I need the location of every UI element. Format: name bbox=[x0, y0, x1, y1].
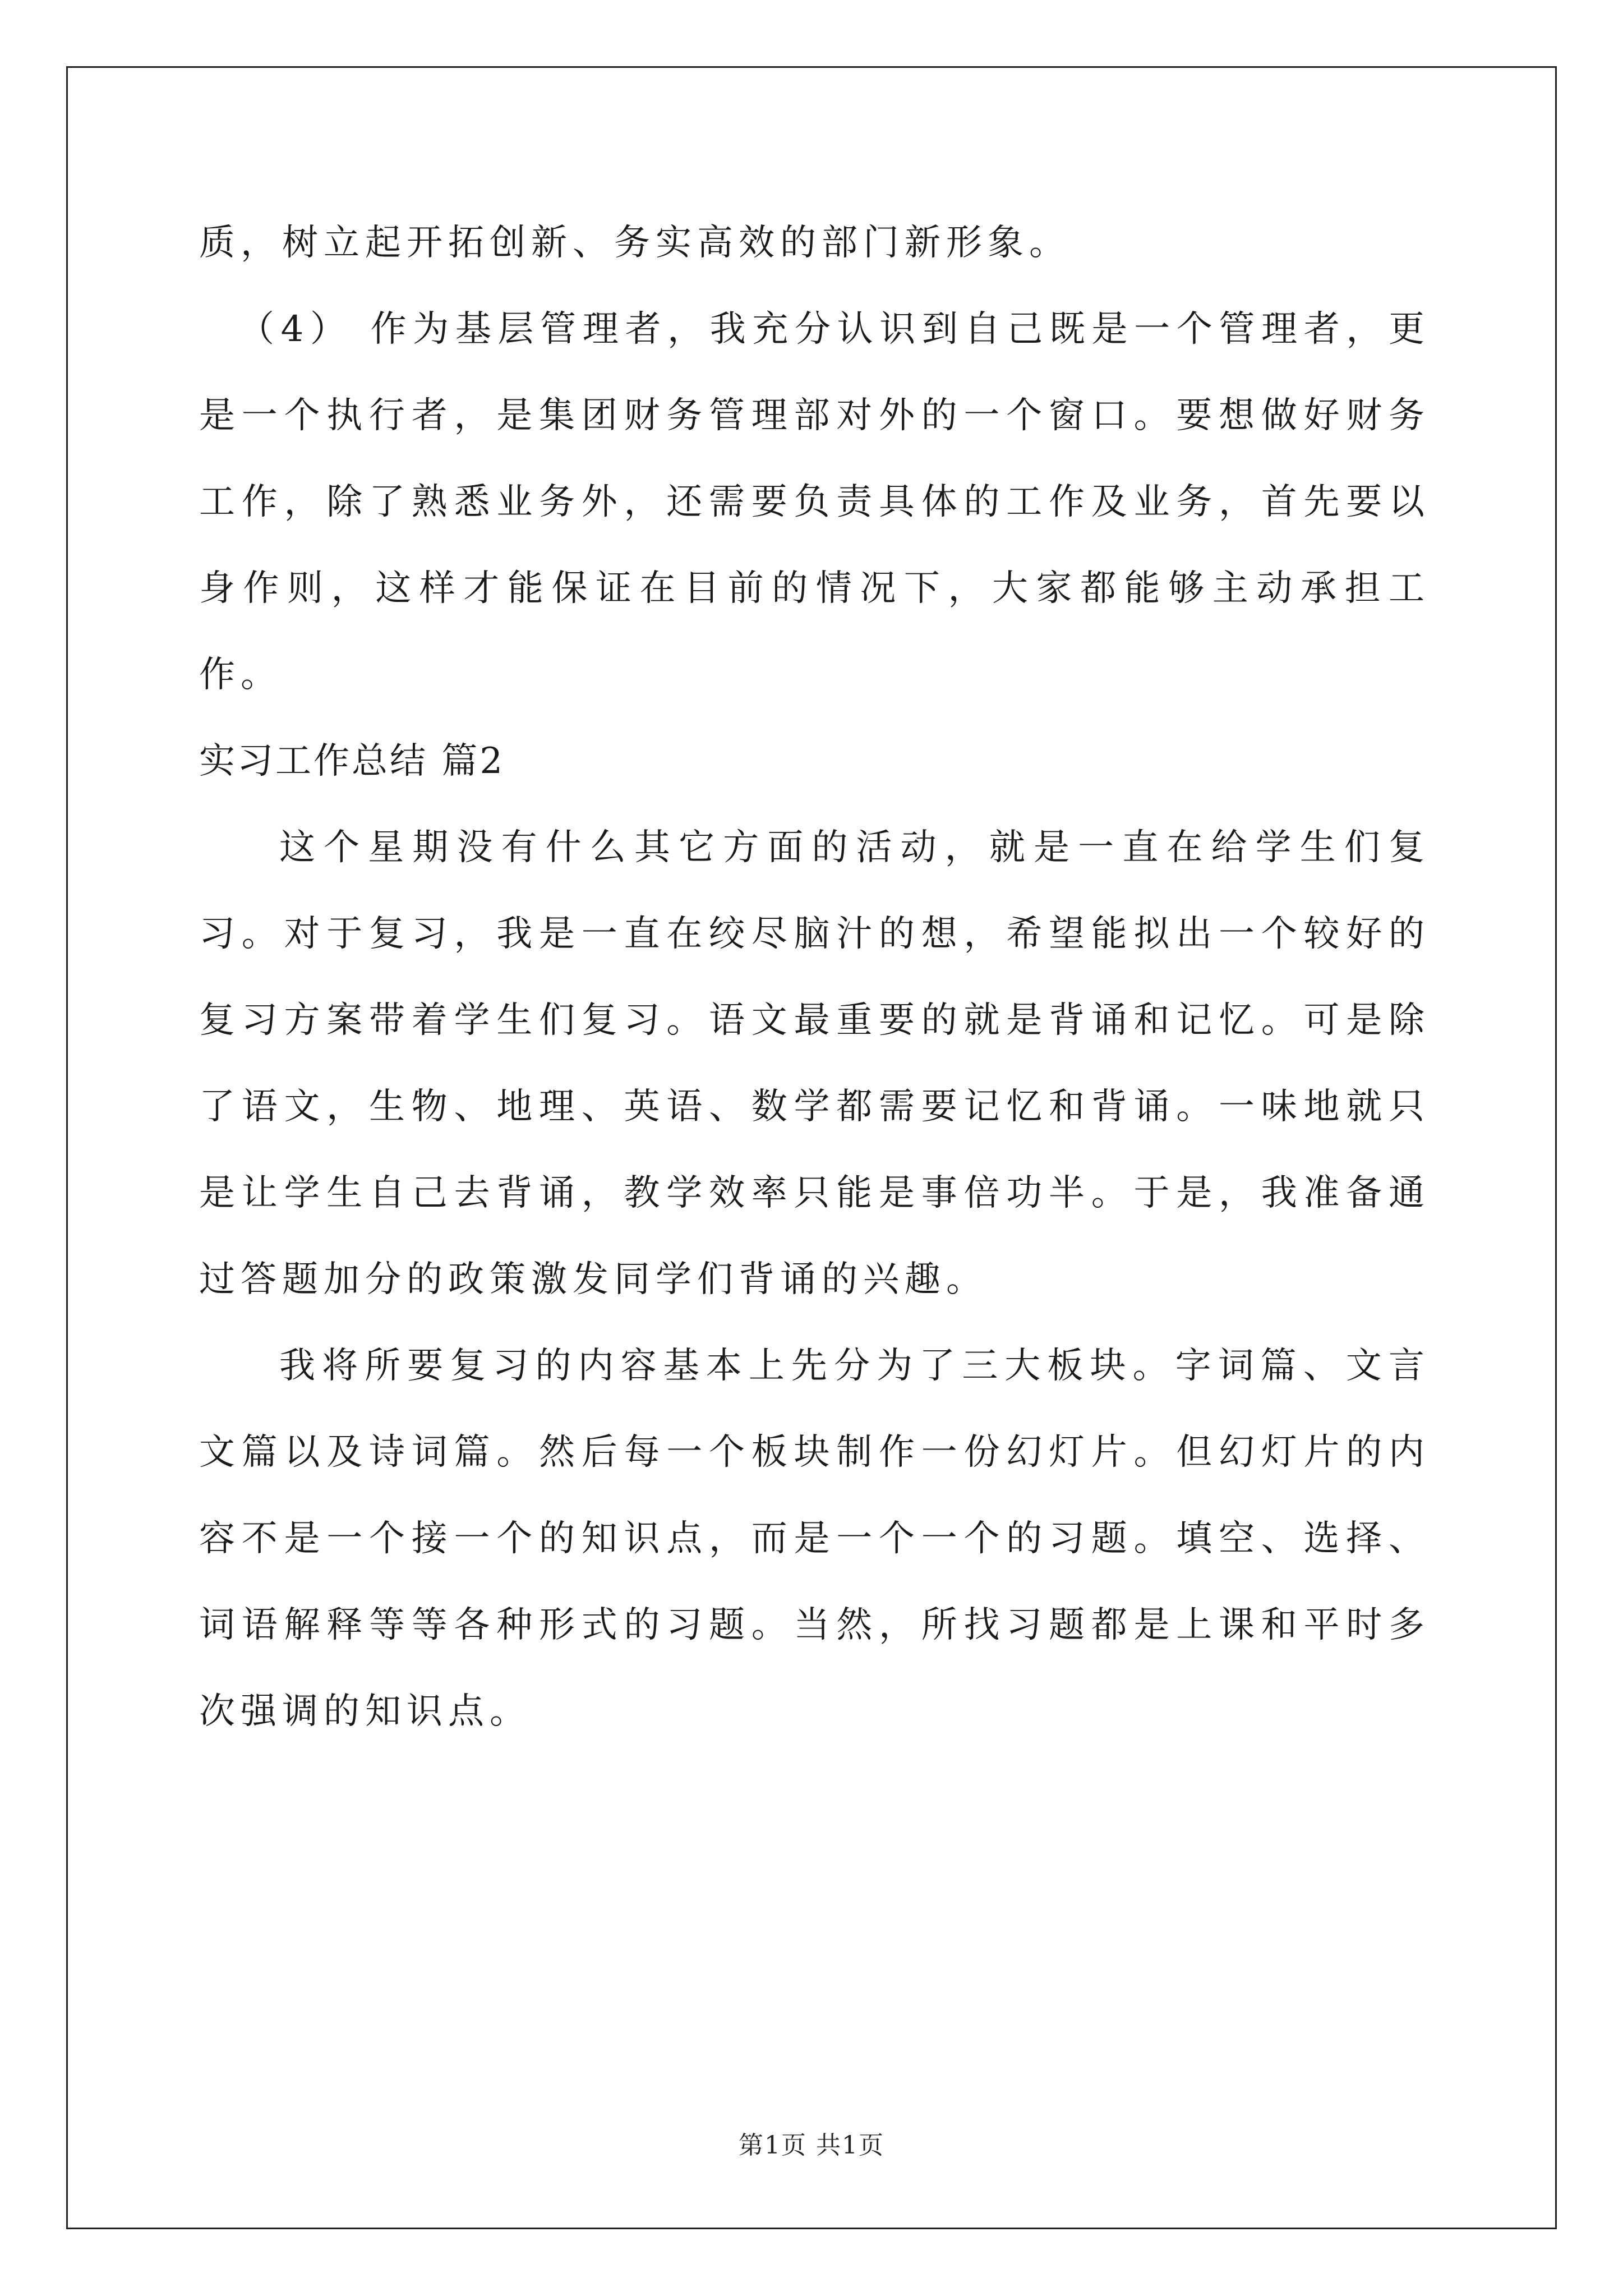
paragraph-review-plan: 我将所要复习的内容基本上先分为了三大板块。字词篇、文言文篇以及诗词篇。然后每一个板块制作一份幻灯片。但幻灯片的内容不是一个接一个的知识点，而是一个一个的习题。填空、选择、词语解释等等各种形式的习题。当然，所找习题都是上课和平时多次强调的知识点。 bbox=[199, 1345, 1430, 1732]
page-footer: 第1页 共1页 bbox=[739, 2131, 884, 2160]
paragraph-review-week: 这个星期没有什么其它方面的活动，就是一直在给学生们复习。对于复习，我是一直在绞尽脑汁的想，希望能拟出一个较好的复习方案带着学生们复习。语文最重要的就是背诵和记忆。可是除了语文，生物、地理、英语、数学都需要记忆和背诵。一味地就只是让学生自己去背诵，教学效率只能是事倍功半。于是，我准备通过答题加分的政策激发同学们背诵的兴趣。 bbox=[199, 827, 1430, 1300]
document-body bbox=[199, 200, 1430, 1755]
section-heading: 实习工作总结 篇2 bbox=[199, 740, 505, 782]
paragraph-point-4: （4） 作为基层管理者，我充分认识到自己既是一个管理者，更是一个执行者，是集团财务管理部对外的一个窗口。要想做好财务工作，除了熟悉业务外，还需要负责具体的工作及业务，首先要以身作则，这样才能保证在目前的情况下，大家都能够主动承担工作。 bbox=[199, 309, 1430, 696]
paragraph-continuation: 质，树立起开拓创新、务实高效的部门新形象。 bbox=[199, 222, 1071, 264]
